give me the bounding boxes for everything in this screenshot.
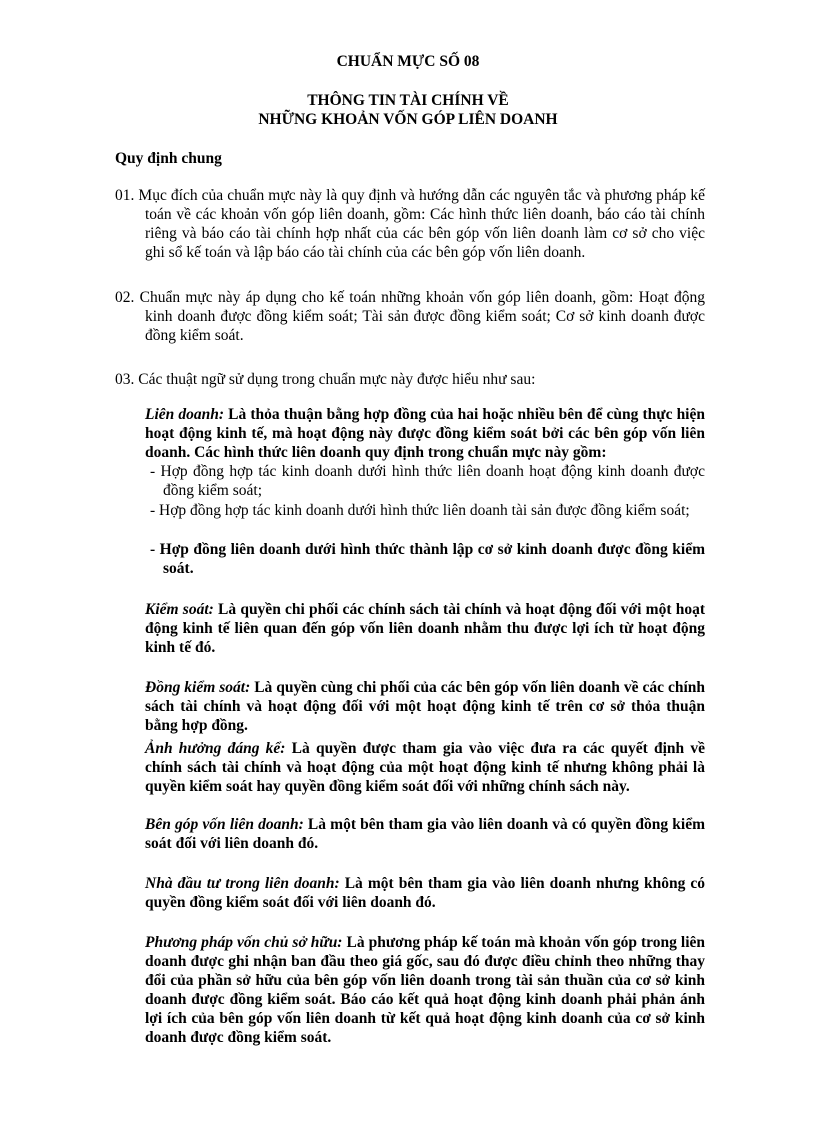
standard-number-title: CHUẨN MỰC SỐ 08 <box>336 53 480 70</box>
definition-term: Ảnh hưởng đáng kể: <box>145 740 286 757</box>
definition-term: Bên góp vốn liên doanh: <box>145 816 304 833</box>
bullet-item: - Hợp đồng liên doanh dưới hình thức thành lập cơ sở kinh doanh được đồng kiểm soát. <box>150 541 705 577</box>
definition-text: Là một bên tham gia vào liên doanh và có quyền đồng kiểm soát đối với liên doanh đó. <box>145 816 705 852</box>
section-heading: Quy định chung <box>115 150 222 167</box>
definition-term: Đồng kiểm soát: <box>145 679 251 696</box>
document-title-line2: NHỮNG KHOẢN VỐN GÓP LIÊN DOANH <box>258 111 558 128</box>
definition-term: Nhà đầu tư trong liên doanh: <box>145 875 340 892</box>
definition-term: Liên doanh: <box>145 406 225 423</box>
definition-text: Là phương pháp kế toán mà khoản vốn góp trong liên doanh được ghi nhận ban đầu theo giá gốc, sau đó được điều chỉnh theo những thay đổi của phần sở hữu của bên góp vốn liên doanh trong tài sản thuần của cơ sở kinh doanh được đồng kiểm soát. Báo cáo kết quả hoạt động kinh doanh phải phản ánh lợi ích của bên góp vốn liên doanh từ kết quả hoạt động kinh doanh của cơ sở kinh doanh được đồng kiểm soát. <box>145 934 706 1046</box>
bullet-item: - Hợp đồng hợp tác kinh doanh dưới hình thức liên doanh hoạt động kinh doanh được đồng kiểm soát; <box>150 463 705 499</box>
paragraph-02: 02. Chuẩn mực này áp dụng cho kế toán những khoản vốn góp liên doanh, gồm: Hoạt động kinh doanh được đồng kiểm soát; Tài sản được đồng kiểm soát; Cơ sở kinh doanh được đồng kiểm soát. <box>115 289 705 344</box>
definition-nha-dau-tu <box>145 874 705 912</box>
definition-text: Là quyền chi phối các chính sách tài chính và hoạt động đối với một hoạt động kinh tế liên quan đến góp vốn liên doanh nhằm thu được lợi ích từ hoạt động kinh tế đó. <box>145 601 705 656</box>
definition-term: Phương pháp vốn chủ sở hữu: <box>145 934 343 951</box>
definition-text: Là quyền được tham gia vào việc đưa ra các quyết định về chính sách tài chính và hoạt động của một hoạt động kinh tế nhưng không phải là quyền kiểm soát hay quyền đồng kiểm soát đối với những chính sách này. <box>145 740 705 795</box>
paragraph-03: 03. Các thuật ngữ sử dụng trong chuẩn mực này được hiểu như sau: <box>115 371 536 388</box>
definition-text: Là thỏa thuận bằng hợp đồng của hai hoặc nhiều bên để cùng thực hiện hoạt động kinh tế, mà hoạt động này được đồng kiểm soát bởi các bên góp vốn liên doanh. Các hình thức liên doanh quy định trong chuẩn mực này gồm: <box>145 406 705 461</box>
definition-dong-kiem-soat <box>145 678 705 735</box>
definition-phuong-phap-von-chu-so-huu <box>145 933 705 1047</box>
definition-text: Là quyền cùng chi phối của các bên góp vốn liên doanh về các chính sách tài chính và hoạt động đối với một hoạt động kinh tế trên cơ sở thỏa thuận bằng hợp đồng. <box>145 679 705 734</box>
paragraph-01: 01. Mục đích của chuẩn mực này là quy định và hướng dẫn các nguyên tắc và phương pháp kế toán về các khoản vốn góp liên doanh, gồm: Các hình thức liên doanh, báo cáo tài chính riêng và báo cáo tài chính hợp nhất của các bên góp vốn liên doanh làm cơ sở cho việc ghi sổ kế toán và lập báo cáo tài chính của các bên góp vốn liên doanh. <box>115 187 705 261</box>
document-title-line1: THÔNG TIN TÀI CHÍNH VỀ <box>307 92 509 109</box>
definition-text: Là một bên tham gia vào liên doanh nhưng không có quyền đồng kiểm soát đối với liên doanh đó. <box>145 875 705 911</box>
definition-anh-huong-dang-ke <box>145 739 705 796</box>
definition-ben-gop-von <box>145 815 705 853</box>
bullet-item: - Hợp đồng hợp tác kinh doanh dưới hình thức liên doanh tài sản được đồng kiểm soát; <box>150 502 690 519</box>
definition-lien-doanh <box>145 405 705 462</box>
definition-term: Kiểm soát: <box>145 601 214 618</box>
definition-kiem-soat <box>145 600 705 657</box>
